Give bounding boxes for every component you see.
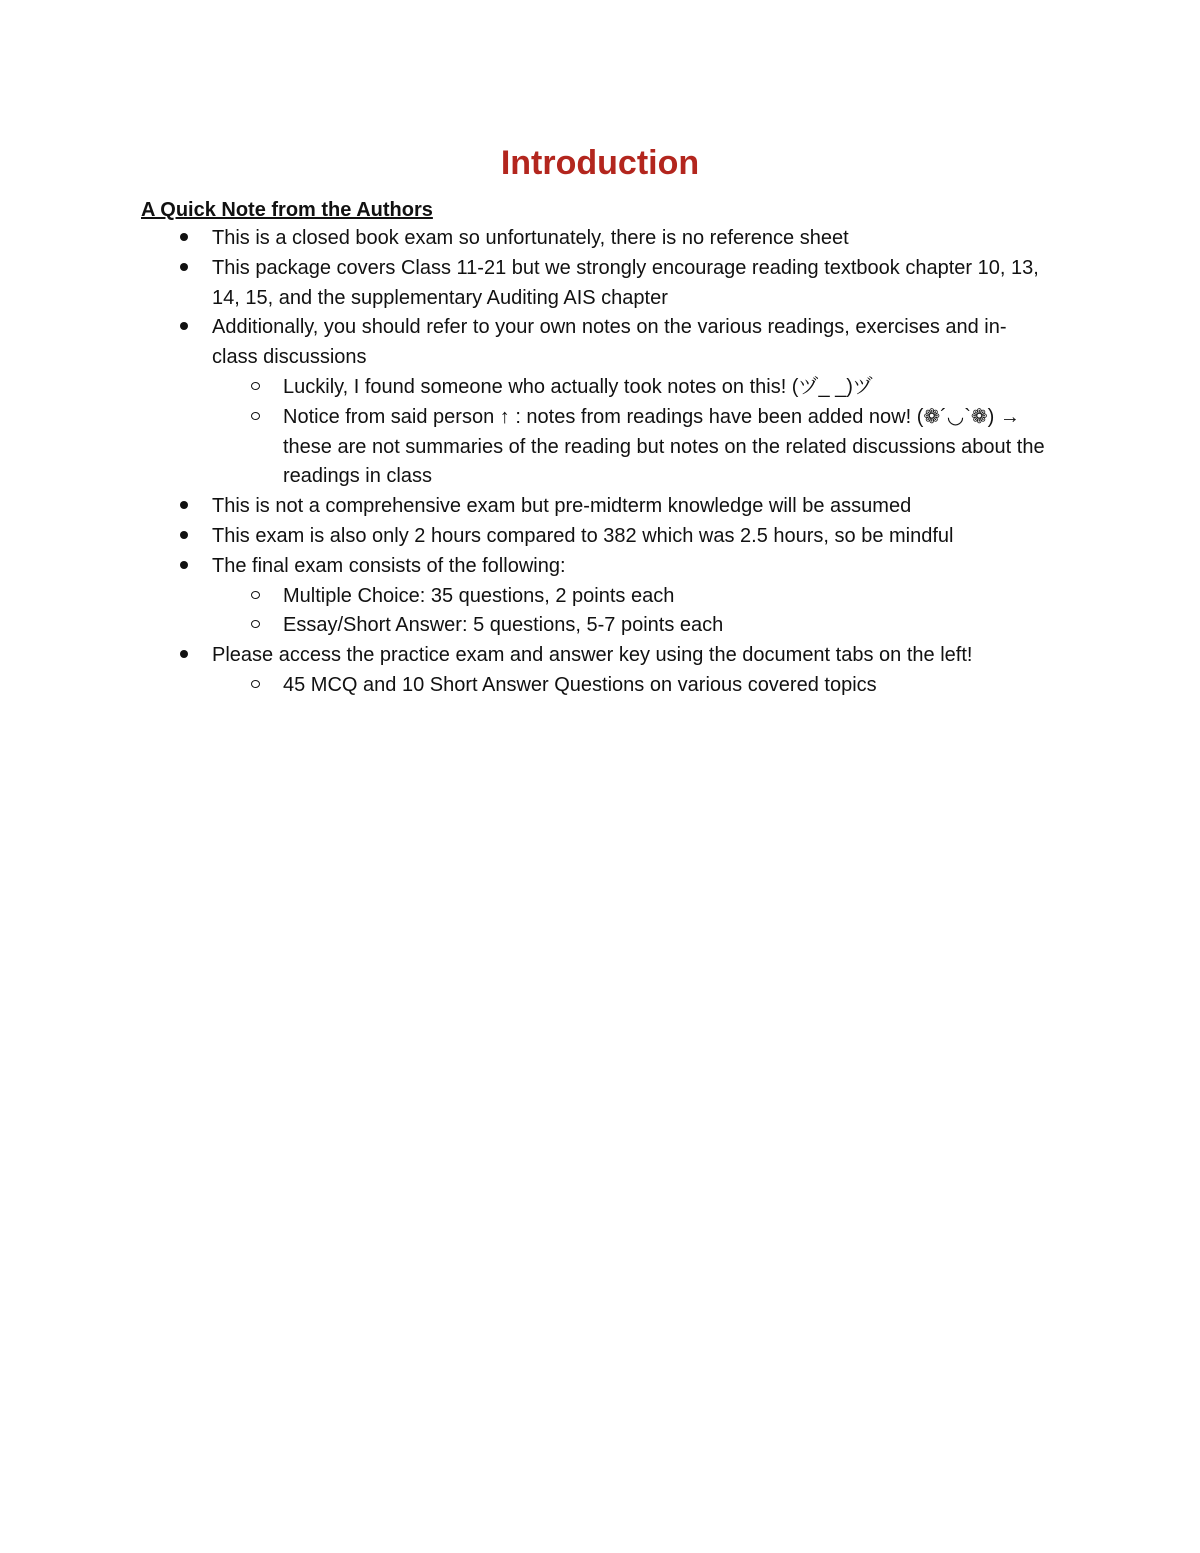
list-item-text: Luckily, I found someone who actually took notes on this! (ヅ_ _)ヅ [283, 375, 873, 398]
list-item-text: Essay/Short Answer: 5 questions, 5-7 points each [283, 614, 724, 637]
bullet-disc-icon [177, 552, 191, 582]
bullet-disc-icon [177, 492, 191, 522]
bullet-circle-icon [248, 611, 262, 641]
bullet-disc-icon [177, 522, 191, 552]
section-heading: A Quick Note from the Authors [141, 199, 433, 221]
list-item-text: Additionally, you should refer to your own notes on the various readings, exercises and in-class discussions [212, 316, 1007, 369]
page-title: Introduction [500, 144, 700, 182]
list-item [0, 254, 1042, 314]
list-item [0, 224, 1042, 254]
bullet-circle-icon [248, 671, 262, 701]
list-item-text: This exam is also only 2 hours compared to 382 which was 2.5 hours, so be mindful [212, 524, 954, 547]
bullet-disc-icon [177, 254, 191, 284]
list-item-text: 45 MCQ and 10 Short Answer Questions on various covered topics [283, 673, 877, 696]
sub-list-item [0, 582, 1053, 612]
bullet-disc-icon [177, 224, 191, 254]
list-item-text: This package covers Class 11-21 but we strongly encourage reading textbook chapter 10, 13, 14, 15, and the supplementary Auditing AIS chapter [212, 256, 1039, 309]
list-item [0, 492, 1042, 522]
list-item [0, 313, 1042, 373]
list-item [0, 641, 1042, 671]
bullet-disc-icon [177, 641, 191, 671]
sub-list-item [0, 373, 1053, 403]
bullet-circle-icon [248, 373, 262, 403]
bullet-circle-icon [248, 403, 262, 433]
list-item-text: This is not a comprehensive exam but pre-midterm knowledge will be assumed [212, 495, 912, 518]
list-item-text: Multiple Choice: 35 questions, 2 points each [283, 584, 675, 607]
sub-list-item [0, 671, 1053, 701]
bullet-list [0, 224, 1200, 701]
bullet-circle-icon [248, 582, 262, 612]
list-item [0, 522, 1042, 552]
sub-list-item [0, 611, 1053, 641]
list-item-text: Notice from said person ↑ : notes from readings have been added now! (❁´◡`❁) → these are not summaries of the reading but notes on the related discussions about the readings in class [283, 405, 1045, 488]
list-item [0, 552, 1042, 582]
sub-list-item [0, 403, 1053, 492]
list-item-text: The final exam consists of the following: [212, 554, 566, 577]
list-item-text: Please access the practice exam and answer key using the document tabs on the left! [212, 644, 973, 667]
bullet-disc-icon [177, 313, 191, 343]
list-item-text: This is a closed book exam so unfortunately, there is no reference sheet [212, 227, 849, 249]
